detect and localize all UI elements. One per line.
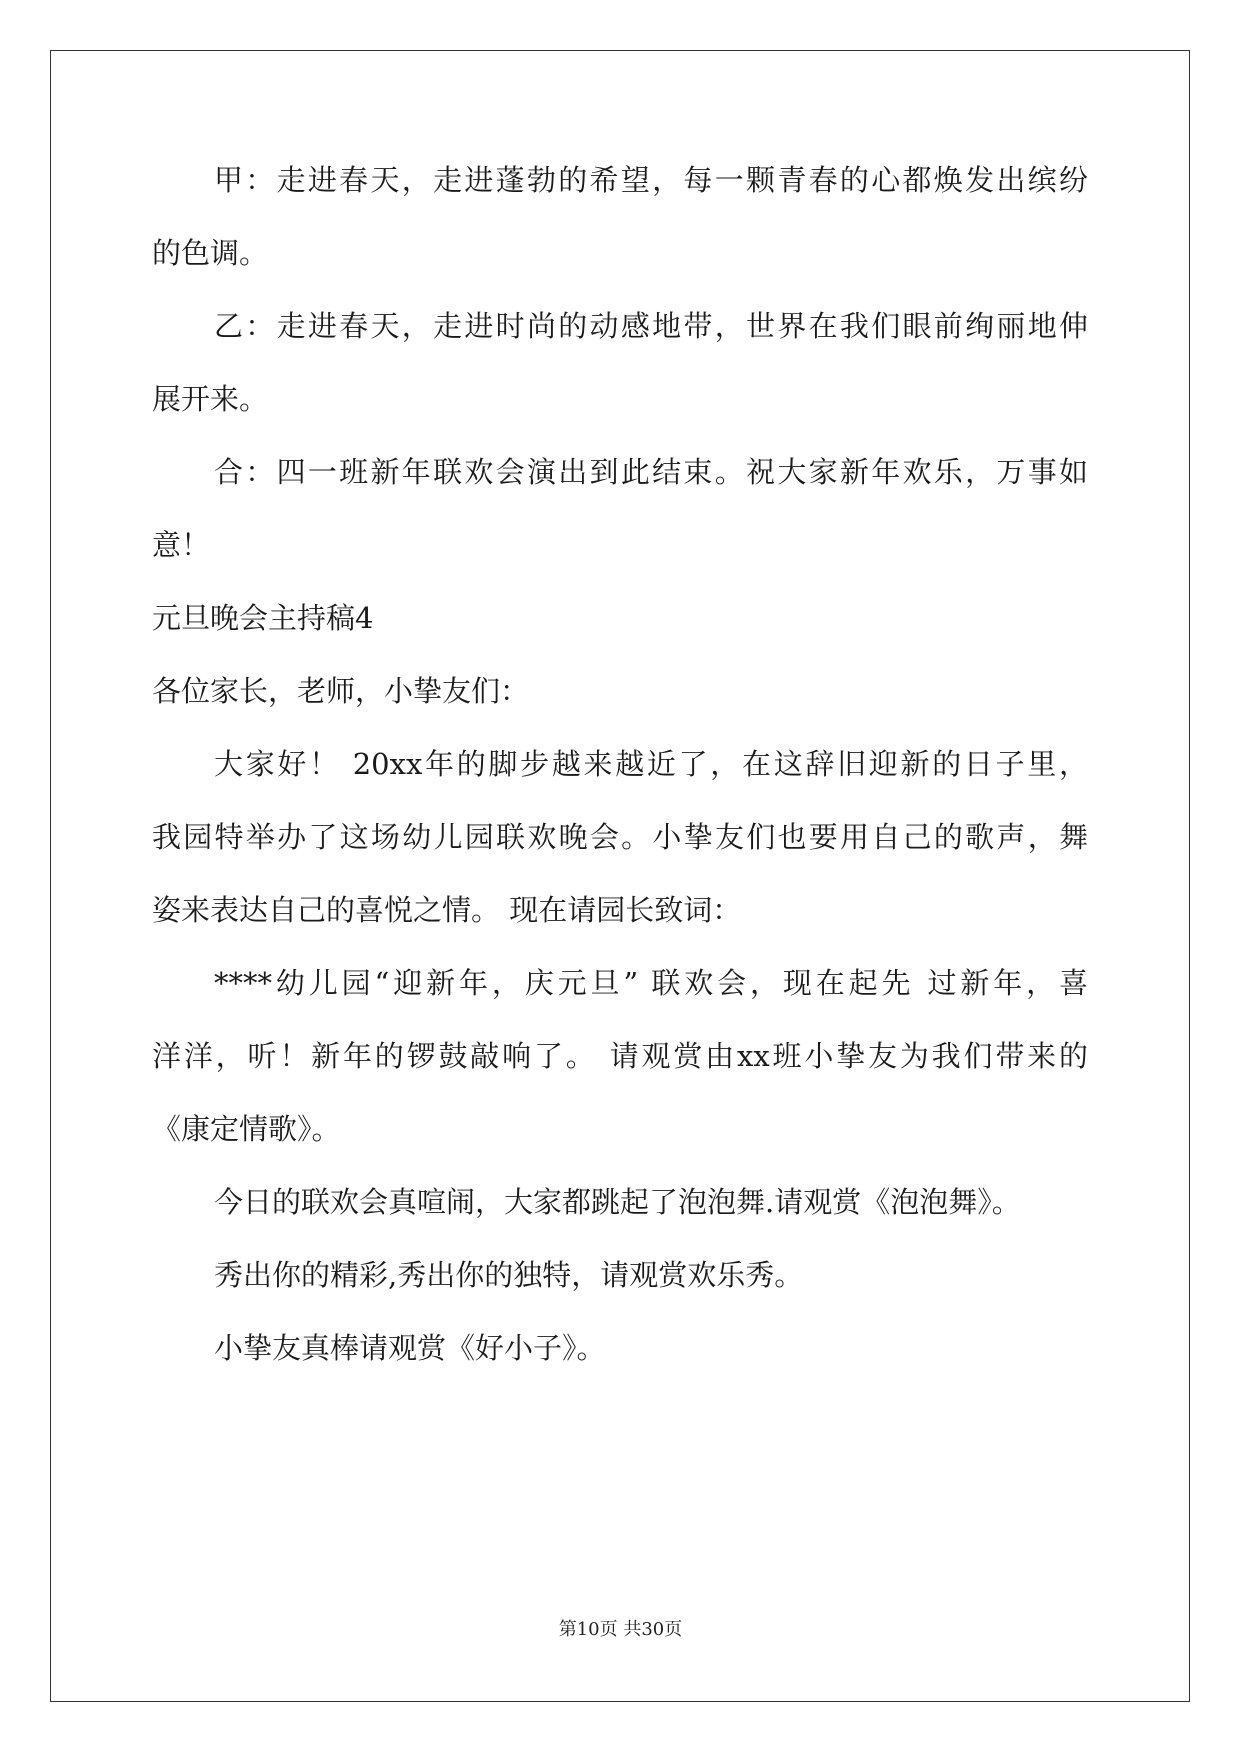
- paragraph-line: 大家好！ 20xx年的脚步越来越近了，在这辞旧迎新的日子里，: [214, 747, 1088, 781]
- paragraph-line: 乙：走进春天，走进时尚的动感地带，世界在我们眼前绚丽地伸: [214, 309, 1088, 343]
- paragraph-line: 意！: [152, 528, 211, 562]
- paragraph-line: 展开来。: [152, 382, 269, 416]
- page-border: [50, 50, 1190, 1702]
- paragraph-line: 今日的联欢会真喧闹，大家都跳起了泡泡舞.请观赏《泡泡舞》。: [214, 1185, 1021, 1219]
- page-number: 第10页 共30页: [558, 1619, 683, 1640]
- section-title: 元旦晚会主持稿4: [152, 601, 374, 635]
- paragraph-line: 甲：走进春天，走进蓬勃的希望，每一颗青春的心都焕发出缤纷: [214, 163, 1088, 197]
- paragraph-line: ****幼儿园“迎新年，庆元旦” 联欢会，现在起先 过新年，喜: [214, 966, 1088, 1000]
- paragraph-line: 姿来表达自己的喜悦之情。 现在请园长致词：: [152, 893, 742, 927]
- paragraph-line: 的色调。: [152, 236, 269, 270]
- paragraph-line: 《康定情歌》。: [152, 1112, 341, 1146]
- paragraph-line: 我园特举办了这场幼儿园联欢晚会。小挚友们也要用自己的歌声，舞: [152, 820, 1088, 854]
- salutation-line: 各位家长，老师，小挚友们：: [152, 674, 530, 708]
- paragraph-line: 秀出你的精彩,秀出你的独特，请观赏欢乐秀。: [214, 1258, 804, 1292]
- paragraph-line: 合：四一班新年联欢会演出到此结束。祝大家新年欢乐，万事如: [214, 455, 1088, 489]
- paragraph-line: 洋洋，听！新年的锣鼓敲响了。 请观赏由xx班小挚友为我们带来的: [152, 1039, 1088, 1073]
- paragraph-line: 小挚友真棒请观赏《好小子》。: [214, 1331, 606, 1365]
